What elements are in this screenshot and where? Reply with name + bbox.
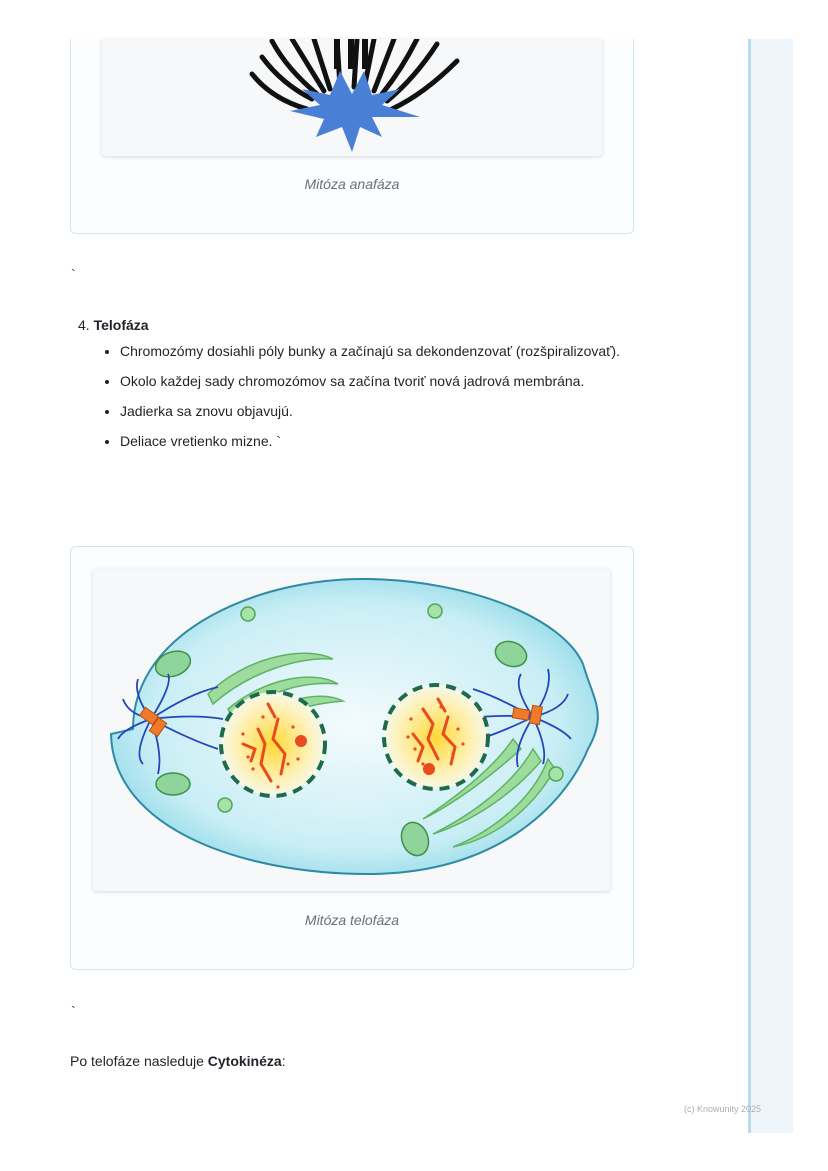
anaphase-caption: Mitóza anafáza <box>304 176 400 192</box>
section-number: 4. <box>78 317 90 333</box>
stray-backtick-2: ` <box>71 1003 76 1019</box>
list-item: • Jadierka sa znovu objavujú. <box>120 400 620 423</box>
telophase-image-frame <box>93 569 610 891</box>
stray-backtick-1: ` <box>71 266 76 282</box>
closing-term: Cytokinéza <box>207 1053 282 1069</box>
telophase-points <box>98 340 620 460</box>
telophase-caption: Mitóza telofáza <box>304 912 400 928</box>
nucleus-right <box>384 685 488 789</box>
anaphase-figure <box>70 39 634 234</box>
telophase-image <box>93 569 610 891</box>
list-item: • Chromozómy dosiahli póly bunky a začínajú sa dekondenzovať (rozšpiralizovať). <box>120 340 620 363</box>
nucleus-left <box>221 692 325 796</box>
closing-paragraph <box>70 1053 286 1069</box>
section-heading <box>78 317 149 333</box>
right-sidebar <box>748 39 793 1133</box>
telophase-figure <box>70 546 634 970</box>
list-item: • Deliace vretienko mizne. ` <box>120 430 620 453</box>
copyright-footer: (c) Knowunity 2025 <box>684 1104 762 1114</box>
section-title: Telofáza <box>93 317 149 333</box>
closing-prefix: Po telofáze nasleduje <box>70 1053 208 1069</box>
list-item: • Okolo každej sady chromozómov sa začína tvoriť nová jadrová membrána. <box>120 370 620 393</box>
anaphase-image-frame <box>102 39 602 156</box>
closing-suffix: : <box>281 1053 286 1069</box>
anaphase-image <box>102 39 602 156</box>
cell-membrane <box>111 579 598 874</box>
